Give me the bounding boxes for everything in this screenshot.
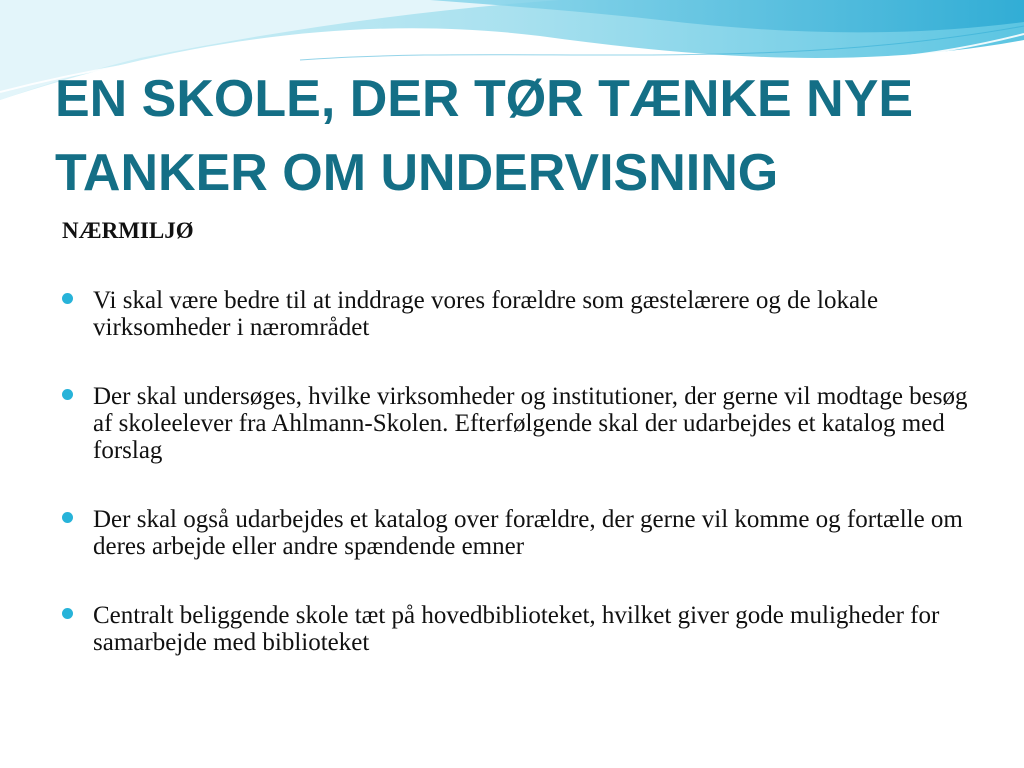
slide-title-line-1: EN SKOLE, DER TØR TÆNKE NYE [55,70,914,128]
bullet-dot-icon [62,608,73,619]
bullet-item [62,287,972,341]
bullet-dot-icon [62,293,73,304]
bullet-text: Der skal også udarbejdes et katalog over forældre, der gerne vil komme og fortælle om deres arbejde eller andre spændende emner [93,506,963,560]
section-heading: NÆRMILJØ [62,218,194,243]
slide-title [55,62,995,210]
slide-title-line-2: TANKER OM UNDERVISNING [55,144,779,202]
bullet-dot-icon [62,512,73,523]
bullet-item [62,602,972,656]
bullet-list [62,287,972,656]
bullet-item [62,383,972,464]
bullet-text: Der skal undersøges, hvilke virksomheder og institutioner, der gerne vil modtage besøg af skoleelever fra Ahlmann-Skolen. Efterfølgende skal der udarbejdes et katalog med forslag [93,383,968,464]
bullet-dot-icon [62,389,73,400]
bullet-text: Centralt beliggende skole tæt på hovedbiblioteket, hvilket giver gode muligheder for samarbejde med biblioteket [93,602,940,656]
bullet-text: Vi skal være bedre til at inddrage vores forældre som gæstelærere og de lokale virksomheder i nærområdet [93,287,879,341]
bullet-item [62,506,972,560]
